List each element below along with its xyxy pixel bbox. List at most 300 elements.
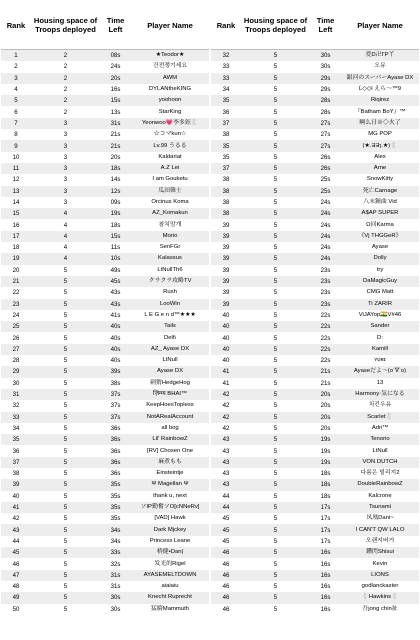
player-name-cell: thank u, next [131, 491, 210, 502]
player-name-cell-right: LtNull [341, 445, 419, 456]
time-left-cell: 18s [100, 163, 131, 174]
player-name-cell-right: 오뮤 [341, 61, 419, 72]
time-left-cell: 41s [100, 310, 131, 321]
housing-space-cell-right: 5 [241, 129, 310, 140]
table-row [1, 219, 419, 230]
player-name-cell-right: Alex [341, 152, 419, 163]
table-row [1, 140, 419, 151]
time-left-cell-right: 16s [310, 547, 341, 558]
housing-space-cell-right: 5 [241, 570, 310, 581]
housing-space-cell-right: 5 [241, 95, 310, 106]
table-row [1, 558, 419, 569]
player-name-cell: Lil' RainbowZ [131, 434, 210, 445]
player-name-cell: ソIP勤奮ソO[cNNeRv] [131, 502, 210, 513]
housing-space-cell-right: 5 [241, 344, 310, 355]
rank-cell-right: 40 [210, 310, 241, 321]
player-name-cell: Kaldariat [131, 152, 210, 163]
rank-cell: 49 [1, 592, 31, 603]
rank-cell: 43 [1, 524, 31, 535]
player-name-cell-right: LIONS [341, 570, 419, 581]
housing-space-cell: 3 [31, 129, 100, 140]
player-name-cell-right: 《Vj THGGeR》 [341, 231, 419, 242]
rank-header: Rank [1, 1, 31, 50]
player-name-cell: SenFGr [131, 242, 210, 253]
time-left-cell: 19s [100, 208, 131, 219]
rank-cell-right: 32 [210, 50, 241, 62]
player-name-cell: Kalassus [131, 253, 210, 264]
player-name-cell: AZ_Komakun [131, 208, 210, 219]
housing-space-cell: 3 [31, 140, 100, 151]
time-left-cell: 32s [100, 558, 131, 569]
player-name-cell: Morio [131, 231, 210, 242]
rank-cell-right: 37 [210, 118, 241, 129]
time-left-cell: 21s [100, 140, 131, 151]
time-left-cell-right: 20s [310, 389, 341, 400]
housing-space-cell: 5 [31, 570, 100, 581]
player-name-cell-right: CMG Matt [341, 287, 419, 298]
time-left-cell: 30s [100, 592, 131, 603]
rank-cell: 40 [1, 491, 31, 502]
housing-space-cell: 5 [31, 366, 100, 377]
table-row [1, 332, 419, 343]
housing-space-cell: 5 [31, 400, 100, 411]
table-row [1, 389, 419, 400]
rank-cell: 24 [1, 310, 31, 321]
player-name-cell: 刺猬HedgeHog [131, 378, 210, 389]
rank-cell-right: 45 [210, 524, 241, 535]
time-left-cell: 35s [100, 479, 131, 490]
time-left-cell-right: 24s [310, 219, 341, 230]
time-left-cell-right: 28s [310, 106, 341, 117]
player-name-cell-right: DaMagicGuy [341, 276, 419, 287]
rank-cell: 22 [1, 287, 31, 298]
player-name-cell-right: 銀河のスーパーAyase DX [341, 73, 419, 84]
table-row [1, 604, 419, 615]
housing-space-cell-right: 5 [241, 468, 310, 479]
player-name-cell: Delt\ [131, 332, 210, 343]
housing-space-cell: 5 [31, 513, 100, 524]
player-name-cell: Ayase DX [131, 366, 210, 377]
time-left-cell-right: 29s [310, 84, 341, 95]
rank-cell-right: 39 [210, 231, 241, 242]
time-left-cell-right: 16s [310, 581, 341, 592]
housing-space-cell: 5 [31, 287, 100, 298]
player-name-cell: aiaiaiu [131, 581, 210, 592]
time-left-cell: 36s [100, 434, 131, 445]
housing-space-cell: 5 [31, 457, 100, 468]
time-left-cell: 16s [100, 84, 131, 95]
player-name-cell: LooWin [131, 299, 210, 310]
player-name-cell: LtNullTh6 [131, 265, 210, 276]
player-name-cell-right: 啊么日※◇火了 [341, 118, 419, 129]
time-left-cell-right: 22s [310, 355, 341, 366]
time-left-cell: 35s [100, 491, 131, 502]
player-name-cell: [VAD] Hawk [131, 513, 210, 524]
rank-cell: 11 [1, 163, 31, 174]
housing-space-cell-right: 5 [241, 242, 310, 253]
housing-space-cell: 5 [31, 276, 100, 287]
housing-space-cell-right: 5 [241, 61, 310, 72]
rank-cell-right: 40 [210, 332, 241, 343]
rank-cell: 25 [1, 321, 31, 332]
housing-space-cell-right: 5 [241, 208, 310, 219]
player-name-cell-right: VON DUTCH [341, 457, 419, 468]
rank-cell-right: 46 [210, 558, 241, 569]
time-left-cell: 33s [100, 547, 131, 558]
table-row [1, 186, 419, 197]
rank-cell-right: 35 [210, 95, 241, 106]
table-row [1, 163, 419, 174]
player-name-cell: A.Z Lei [131, 163, 210, 174]
time-left-cell: 37s [100, 389, 131, 400]
table-row [1, 513, 419, 524]
player-name-cell-right: 吾jong chin扯 [341, 604, 419, 615]
housing-space-cell: 5 [31, 547, 100, 558]
rank-cell: 33 [1, 412, 31, 423]
housing-space-cell: 5 [31, 412, 100, 423]
time-left-cell: 40s [100, 355, 131, 366]
player-name-cell-right: 오랜지버거 [341, 536, 419, 547]
table-row [1, 570, 419, 581]
time-left-cell: 15s [100, 231, 131, 242]
rank-cell: 9 [1, 140, 31, 151]
housing-space-cell-right: 5 [241, 389, 310, 400]
housing-space-cell-right: 5 [241, 321, 310, 332]
time-left-cell-right: 24s [310, 231, 341, 242]
rank-cell: 23 [1, 299, 31, 310]
housing-space-cell-right: 5 [241, 287, 310, 298]
housing-space-cell: 5 [31, 468, 100, 479]
rank-cell: 41 [1, 502, 31, 513]
rank-cell: 1 [1, 50, 31, 62]
rank-cell: 13 [1, 186, 31, 197]
player-name-cell: 麻煮もも [131, 457, 210, 468]
rank-cell-right: 39 [210, 287, 241, 298]
player-name-cell-right: Ayaseだよ～(o´∇`o) [341, 366, 419, 377]
player-name-cell: AWM [131, 73, 210, 84]
player-name-cell-right: DoubleRainbowZ [341, 479, 419, 490]
table-row [1, 344, 419, 355]
housing-space-cell: 5 [31, 423, 100, 434]
rank-cell-right: 33 [210, 61, 241, 72]
table-row [1, 491, 419, 502]
time-left-cell: 37s [100, 412, 131, 423]
rank-cell: 44 [1, 536, 31, 547]
time-left-cell: 36s [100, 423, 131, 434]
rank-cell-right: 46 [210, 592, 241, 603]
player-name-cell-right: 『Batham BoY』™ [341, 106, 419, 117]
rank-cell: 46 [1, 558, 31, 569]
time-left-cell: 35s [100, 513, 131, 524]
housing-space-cell-right: 5 [241, 152, 310, 163]
housing-space-cell: 4 [31, 208, 100, 219]
player-name-cell-right: Arne [341, 163, 419, 174]
player-name-cell: 瓜田韓士 [131, 186, 210, 197]
rank-cell-right: 43 [210, 457, 241, 468]
time-left-cell-right: 21s [310, 378, 341, 389]
rank-cell: 15 [1, 208, 31, 219]
player-name-cell: L E G e n d™★★★ [131, 310, 210, 321]
player-name-cell-right: godlanckaster [341, 581, 419, 592]
time-left-cell: 31s [100, 118, 131, 129]
housing-space-cell-right: 5 [241, 84, 310, 95]
time-left-cell: 09s [100, 197, 131, 208]
housing-space-cell-right: 5 [241, 73, 310, 84]
rank-cell: 7 [1, 118, 31, 129]
housing-space-cell-right: 5 [241, 412, 310, 423]
table-row [1, 434, 419, 445]
rank-cell-right: 45 [210, 513, 241, 524]
player-name-cell: Lv.99 うるる [131, 140, 210, 151]
player-name-cell: ☆コマkun☆ [131, 129, 210, 140]
time-left-cell-right: 20s [310, 423, 341, 434]
housing-space-cell-right: 5 [241, 50, 310, 62]
table-row [1, 118, 419, 129]
time-left-cell: 15s [100, 95, 131, 106]
housing-space-cell: 5 [31, 558, 100, 569]
housing-space-cell: 5 [31, 344, 100, 355]
time-left-cell-right: 20s [310, 412, 341, 423]
housing-space-cell-right: 5 [241, 434, 310, 445]
time-left-cell: 43s [100, 299, 131, 310]
table-row [1, 524, 419, 535]
player-name-cell: クラクラ攻略TV [131, 276, 210, 287]
rank-cell: 28 [1, 355, 31, 366]
rank-cell: 48 [1, 581, 31, 592]
rank-cell: 8 [1, 129, 31, 140]
time-left-cell-right: 24s [310, 253, 341, 264]
player-name-header-right: Player Name [341, 1, 419, 50]
player-name-cell-right: Tsunami [341, 502, 419, 513]
rank-cell: 16 [1, 219, 31, 230]
housing-space-cell: 5 [31, 378, 100, 389]
player-name-cell-right: MG POP [341, 129, 419, 140]
rank-cell: 3 [1, 73, 31, 84]
player-name-cell: Rush [131, 287, 210, 298]
housing-space-cell: 5 [31, 581, 100, 592]
time-left-cell-right: 25s [310, 186, 341, 197]
housing-space-header: Housing space of Troops deployed [31, 1, 100, 50]
housing-space-cell-right: 5 [241, 524, 310, 535]
housing-space-cell: 3 [31, 118, 100, 129]
rank-cell: 31 [1, 389, 31, 400]
housing-space-cell-right: 5 [241, 502, 310, 513]
housing-space-cell: 5 [31, 310, 100, 321]
player-name-cell: all bog [131, 423, 210, 434]
time-left-cell-right: 23s [310, 287, 341, 298]
time-left-cell-right: 30s [310, 61, 341, 72]
rank-cell-right: 37 [210, 163, 241, 174]
rank-cell-right: 46 [210, 570, 241, 581]
housing-space-cell-right: 5 [241, 423, 310, 434]
housing-space-cell: 5 [31, 389, 100, 400]
leaderboard-table [1, 1, 419, 615]
time-left-cell: 45s [100, 276, 131, 287]
rank-cell-right: 46 [210, 547, 241, 558]
time-left-header: Time Left [100, 1, 131, 50]
time-left-cell: 49s [100, 265, 131, 276]
time-left-cell-right: 16s [310, 558, 341, 569]
housing-space-cell: 3 [31, 197, 100, 208]
rank-cell: 30 [1, 378, 31, 389]
table-row [1, 253, 419, 264]
rank-cell: 18 [1, 242, 31, 253]
housing-space-cell: 3 [31, 174, 100, 185]
table-row [1, 174, 419, 185]
player-name-cell: AYASEMELTDOWN [131, 570, 210, 581]
rank-cell-right: 40 [210, 321, 241, 332]
time-left-cell-right: 23s [310, 276, 341, 287]
housing-space-cell-right: 5 [241, 558, 310, 569]
rank-cell: 35 [1, 434, 31, 445]
player-name-cell: 건전쟁기세요 [131, 61, 210, 72]
time-left-cell-right: 30s [310, 50, 341, 62]
rank-cell-right: 38 [210, 186, 241, 197]
table-row [1, 479, 419, 490]
time-left-cell-right: 18s [310, 468, 341, 479]
time-left-cell: 11s [100, 242, 131, 253]
rank-cell: 39 [1, 479, 31, 490]
player-name-cell: 猛騎Mammuth [131, 604, 210, 615]
rank-cell: 32 [1, 400, 31, 411]
player-name-cell-right: try [341, 265, 419, 276]
housing-space-cell: 4 [31, 231, 100, 242]
player-name-cell: Princess Leane [131, 536, 210, 547]
time-left-cell: 18s [100, 219, 131, 230]
time-left-cell: 08s [100, 50, 131, 62]
player-name-cell: 桥健•Dan| [131, 547, 210, 558]
player-name-cell: 发光的Rigel [131, 558, 210, 569]
rank-cell-right: 44 [210, 491, 241, 502]
player-name-cell: yoohoon [131, 95, 210, 106]
player-name-cell: I am Gouketu [131, 174, 210, 185]
time-left-cell-right: 27s [310, 129, 341, 140]
rank-cell-right: 38 [210, 197, 241, 208]
housing-space-cell: 5 [31, 479, 100, 490]
player-name-cell-right: Kamill [341, 344, 419, 355]
housing-space-cell: 2 [31, 84, 100, 95]
rank-cell: 34 [1, 423, 31, 434]
player-name-cell: DYLANtheKING [131, 84, 210, 95]
table-row [1, 265, 419, 276]
rank-cell-right: 41 [210, 378, 241, 389]
rank-cell-right: 43 [210, 479, 241, 490]
rank-cell: 20 [1, 265, 31, 276]
housing-space-cell-right: 5 [241, 276, 310, 287]
housing-space-cell-right: 5 [241, 547, 310, 558]
time-left-cell-right: 22s [310, 310, 341, 321]
table-row [1, 299, 419, 310]
housing-space-cell: 5 [31, 445, 100, 456]
housing-space-cell: 5 [31, 491, 100, 502]
time-left-cell-right: 25s [310, 174, 341, 185]
housing-space-cell-right: 5 [241, 299, 310, 310]
rank-cell-right: 36 [210, 106, 241, 117]
housing-space-cell: 5 [31, 592, 100, 603]
player-name-cell-right: 鑽閃Shisui [341, 547, 419, 558]
housing-space-cell-right: 5 [241, 265, 310, 276]
rank-cell: 21 [1, 276, 31, 287]
rank-cell: 47 [1, 570, 31, 581]
time-left-cell-right: 24s [310, 242, 341, 253]
rank-cell-right: 38 [210, 208, 241, 219]
rank-cell-right: 46 [210, 581, 241, 592]
rank-cell: 45 [1, 547, 31, 558]
time-left-cell-right: 17s [310, 513, 341, 524]
housing-space-cell-right: 5 [241, 186, 310, 197]
table-row [1, 581, 419, 592]
player-name-cell: 참치맘개 [131, 219, 210, 230]
time-left-cell: 36s [100, 457, 131, 468]
rank-cell-right: 34 [210, 84, 241, 95]
housing-space-cell: 5 [31, 536, 100, 547]
table-row [1, 366, 419, 377]
player-name-header: Player Name [131, 1, 210, 50]
time-left-cell: 31s [100, 570, 131, 581]
rank-cell-right: 43 [210, 468, 241, 479]
housing-space-cell: 5 [31, 299, 100, 310]
rank-cell-right: 38 [210, 174, 241, 185]
housing-space-cell-right: 5 [241, 219, 310, 230]
housing-space-cell-right: 5 [241, 140, 310, 151]
housing-space-cell-right: 5 [241, 197, 310, 208]
housing-space-cell: 5 [31, 604, 100, 615]
rank-cell-right: 35 [210, 152, 241, 163]
rank-cell-right: 35 [210, 140, 241, 151]
housing-space-cell-right: 5 [241, 479, 310, 490]
time-left-cell-right: 16s [310, 570, 341, 581]
rank-cell-right: 41 [210, 366, 241, 377]
time-left-cell: 10s [100, 253, 131, 264]
table-row [1, 152, 419, 163]
rank-cell-right: 43 [210, 445, 241, 456]
time-left-cell-right: 24s [310, 197, 341, 208]
player-name-cell-right: D: [341, 332, 419, 343]
time-left-cell-right: 16s [310, 592, 341, 603]
rank-cell-right: 45 [210, 536, 241, 547]
time-left-cell-right: 19s [310, 434, 341, 445]
time-left-cell: 13s [100, 106, 131, 117]
player-name-cell-right: 八末鐘曲 Vid [341, 197, 419, 208]
table-row [1, 536, 419, 547]
header-row [1, 1, 419, 50]
housing-space-cell-right: 5 [241, 163, 310, 174]
player-name-cell: Dark Mjckey [131, 524, 210, 535]
player-name-cell: AZ_ Ayase DX [131, 344, 210, 355]
housing-space-cell: 5 [31, 332, 100, 343]
table-row [1, 445, 419, 456]
time-left-cell-right: 23s [310, 299, 341, 310]
time-left-cell-right: 22s [310, 344, 341, 355]
housing-space-cell-right: 5 [241, 400, 310, 411]
housing-space-cell: 2 [31, 95, 100, 106]
time-left-cell-right: 18s [310, 491, 341, 502]
time-left-cell: 30s [100, 604, 131, 615]
time-left-cell: 38s [100, 378, 131, 389]
housing-space-header-right: Housing space of Troops deployed [241, 1, 310, 50]
table-row [1, 502, 419, 513]
housing-space-cell-right: 5 [241, 581, 310, 592]
player-name-cell: Yeonwoo💗李多鈺🐇 [131, 118, 210, 129]
time-left-cell-right: 28s [310, 95, 341, 106]
player-name-cell-right: Ti ZARIR [341, 299, 419, 310]
player-name-cell: ज़िग्ग्य BHAI™ [131, 389, 210, 400]
time-left-cell-right: 26s [310, 152, 341, 163]
player-name-cell: NotARealAccount [131, 412, 210, 423]
player-name-cell-right: A$AP SUPER [341, 208, 419, 219]
player-name-cell-right: 凤凰Dani~ [341, 513, 419, 524]
time-left-cell: 40s [100, 321, 131, 332]
